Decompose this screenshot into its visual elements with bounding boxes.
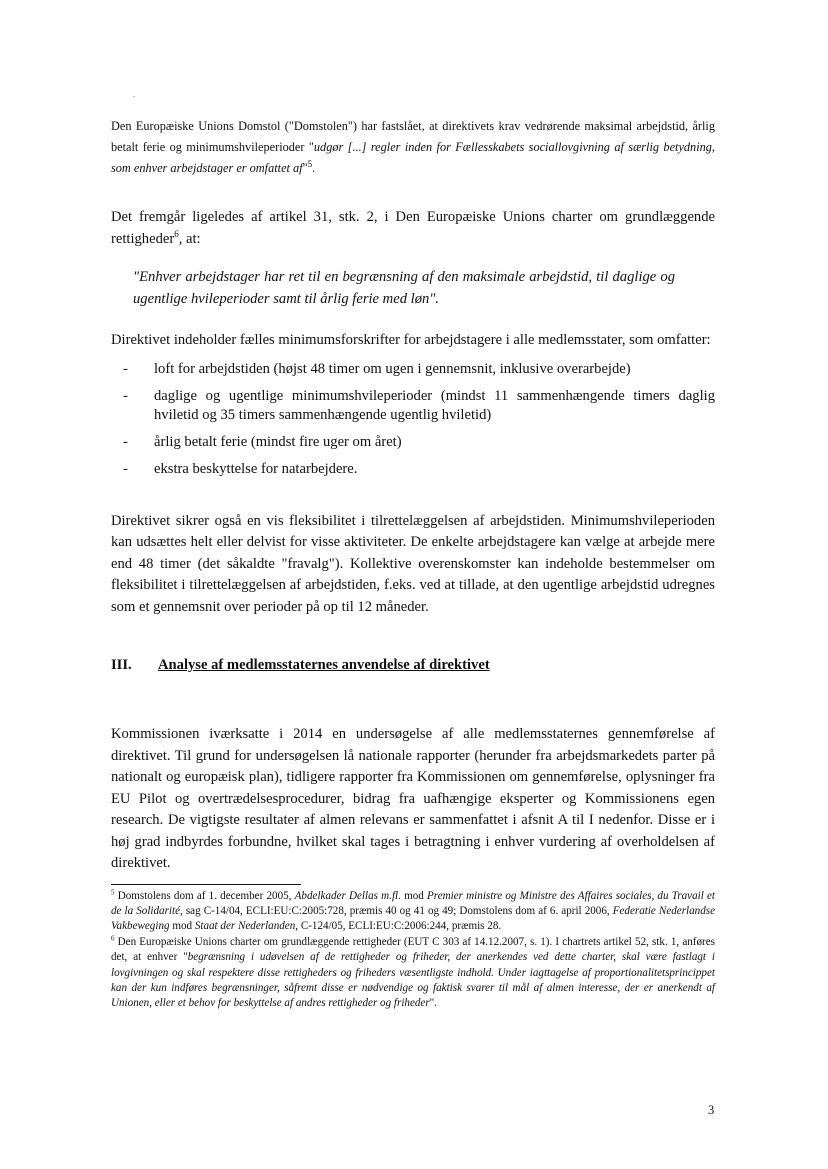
ruling-quote: udgør [...] regler inden for Fællesskabets sociallovgivning af særlig betydning, som enhver arbejdstager er omfattet af [111,140,715,175]
directive-requirements-list [111,360,715,479]
paragraph-charter: Det fremgår ligeledes af artikel 31, stk. 2, i Den Europæiske Unions charter om grundlæggende rettigheder$^6$, at: [111,209,715,247]
scan-mark [133,96,135,97]
footnote-5: $^5$ Domstolens dom af 1. december 2005, Abdelkader Dellas m.fl. mod Premier ministre og Ministre des Affaires sociales, du Travail et de la Solidarité, sag C-14/04, ECLI:EU:C:2005:728, præmis 40 og 41 og 49; Domstolens dom af 6. april 2006, Federatie Nederlandse Vakbeweging mod Staat der Nederlanden, C-124/05, ECLI:EU:C:2006:244, præmis 28. [111,887,716,933]
footnote-ref-5[interactable]: 5 [307,158,313,169]
bullet-dash: - [123,460,128,477]
paragraph-analysis: Kommissionen iværksatte i 2014 en undersøgelse af alle medlemsstaternes gennemførelse af direktivet. Til grund for undersøgelsen lå nationale rapporter (herunder fra arbejdsmarkedets parter på nationalt og europæisk plan), tidligere rapporter fra Kommissionen om gennemførelse, oplysninger fra EU Pilot og overtrædelsesprocedurer, bidrag fra uafhængige eksperter og Kommissionens egen research. De vigtigste resultater af almen relevans er sammenfattet i afsnit A til I nedenfor. Disse er i høj grad indbyrdes forbundne, hvilket skal tages i betragtning i enhver vurdering af overholdelsen af direktivet. [111,726,715,871]
section-number: III. [111,657,132,673]
section-heading [111,654,715,676]
spacer [111,487,715,511]
footnote-number: 5 [111,887,115,896]
paragraph-directive-intro: Direktivet indeholder fælles minimumsforskrifter for arbejdstagere i alle medlemsstater, som omfatter: [111,332,711,348]
paragraph-flexibility: Direktivet sikrer også en vis fleksibilitet i tilrettelæggelsen af arbejdstiden. Minimumshvileperioden kan udsættes helt eller delvist for visse aktiviteter. De enkelte arbejdstagere kan vælge at arbejde mere end 48 timer (det såkaldte "fravalg"). Kollektive overenskomster kan indeholde bestemmelser om fleksibilitet i tilrettelæggelsen af arbejdstiden, f.eks. ved at tillade, at den ugentlige arbejdstid udregnes som et gennemsnit over perioder på op til 12 måneder. [111,512,715,615]
document-page [111,116,715,1012]
bullet-dash: - [123,387,128,404]
bullet-dash: - [123,360,128,377]
list-item: - daglige og ugentlige minimumshvileperioder (mindst 11 sammenhængende timers daglig hviletid og 35 timers sammenhængende ugentlig hviletid) [123,387,715,423]
footnote-separator [111,884,301,885]
bullet-dash: - [123,433,128,450]
footnote-ref-6[interactable]: 6 [174,228,179,239]
section-title: Analyse af medlemsstaternes anvendelse af direktivet [158,657,490,673]
page-number: 3 [708,1103,715,1117]
list-item: - loft for arbejdstiden (højst 48 timer om ugen i gennemsnit, inklusive overarbejde) [123,360,631,377]
footnote-6: $^6$ Den Europæiske Unions charter om grundlæggende rettigheder (EUT C 303 af 14.12.2007, s. 1). I chartrets artikel 52, stk. 1, anføres det, at enhver "begrænsning i udøvelsen af de rettigheder og friheder, der anerkendes ved dette charter, skal være fastlagt i lovgivningen og skal respektere disse rettigheders og friheders væsentligste indhold. Under iagttagelse af proportionalitetsprincippet kan der kun indføres begrænsninger, såfremt disse er nødvendige og faktisk svarer til mål af almen interesse, der er anerkendt af Unionen, eller et behov for beskyttelse af andres rettigheder og friheder". [111,934,715,1010]
charter-quote: "Enhver arbejdstager har ret til en begrænsning af den maksimale arbejdstid, til daglige og ugentlige hvileperioder samt til årlig ferie med løn". [133,269,675,307]
list-item: - årlig betalt ferie (mindst fire uger om året) [123,433,402,450]
paragraph-court-ruling: Den Europæiske Unions Domstol ("Domstolen") har fastslået, at direktivets krav vedrørende maksimal arbejdstid, årlig betalt ferie og minimumshvileperioder "udgør [...] regler inden for Fællesskabets sociallovgivning af særlig betydning, som enhver arbejdstager er omfattet af"$^5$. [111,119,715,175]
list-item: - ekstra beskyttelse for natarbejdere. [123,460,358,477]
footnote-number: 6 [111,934,115,943]
